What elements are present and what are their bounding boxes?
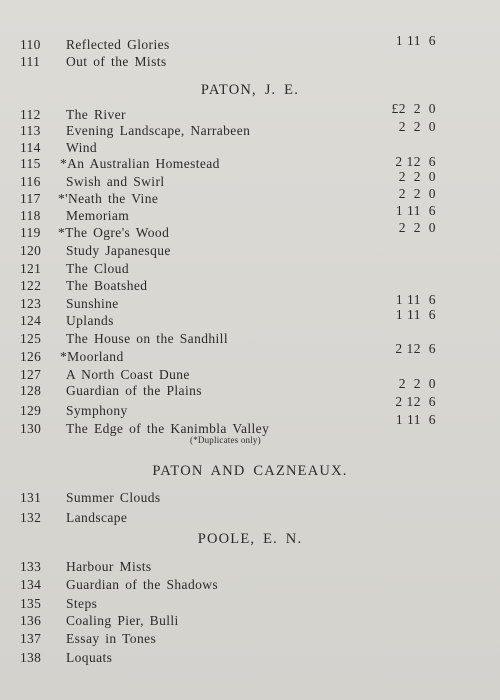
catalogue-entry [0,576,500,594]
entry-title: Harbour Mists [66,559,152,574]
catalogue-entry [0,509,500,527]
entry-number: 132 [20,510,42,525]
entry-price: 2 12 6 [395,154,436,169]
entry-price: 1 11 6 [395,292,436,307]
entry-number: 131 [20,490,42,505]
entry-number: 121 [20,261,42,276]
entry-number: 134 [20,577,42,592]
entry-number: 123 [20,296,42,311]
entry-price: £2 2 0 [391,101,436,116]
entry-title: Steps [66,596,98,611]
entry-number: 120 [20,243,42,258]
catalogue-entry [0,220,500,242]
entry-number: 118 [20,208,41,223]
entry-title: Memoriam [66,208,130,223]
entry-number: 115 [20,156,41,171]
entry-title: Loquats [66,650,113,665]
entry-number: 125 [20,331,42,346]
entry-title: Wind [66,140,98,155]
catalogue-entry [0,558,500,576]
entry-title: Out of the Mists [66,54,167,69]
entry-price: 2 2 0 [398,220,436,235]
entry-number: 135 [20,596,42,611]
entry-title: Essay in Tones [66,631,157,646]
entry-title: Swish and Swirl [66,174,165,189]
entry-number: 124 [20,313,42,328]
catalogue-entry [0,53,500,71]
entry-number: 127 [20,367,42,382]
entry-title: *Moorland [60,349,124,364]
section-heading-paton-cazneaux: PATON AND CAZNEAUX. [152,463,348,479]
entry-number: 130 [20,421,42,436]
catalogue-entry [0,595,500,613]
entry-title: The Cloud [66,261,129,276]
entry-number: 126 [20,349,42,364]
entry-title: The River [66,107,126,122]
entry-price: 1 11 6 [395,33,436,48]
entry-number: 117 [20,191,41,206]
entry-number: 110 [20,37,41,52]
entry-number: 111 [20,54,41,69]
catalogue-entry [0,630,500,648]
catalogue-entry [0,612,500,630]
entry-title: Study Japanesque [66,243,171,258]
catalogue-entry [0,119,500,140]
entry-title: The Boatshed [66,278,148,293]
catalogue-entry [0,489,500,507]
entry-number: 116 [20,174,41,189]
entry-title: Sunshine [66,296,119,311]
entry-number: 133 [20,559,42,574]
entry-title: Evening Landscape, Narrabeen [66,123,251,138]
entry-title: The Edge of the Kanimbla Valley [66,421,270,436]
section-heading-paton: PATON, J. E. [200,82,300,98]
entry-number: 129 [20,403,42,418]
duplicates-note: (*Duplicates only) [190,435,261,445]
entry-title: A North Coast Dune [66,367,190,382]
entry-title: Guardian of the Shadows [66,577,219,592]
entry-number: 122 [20,278,42,293]
entry-number: 113 [20,123,41,138]
entry-title: Reflected Glories [66,37,170,52]
entry-price: 1 11 6 [395,412,436,427]
entry-price: 2 2 0 [398,169,436,184]
entry-title: *An Australian Homestead [60,156,220,171]
entry-title: Symphony [66,403,128,418]
catalogue-entry [0,307,500,330]
catalogue-entry [0,242,500,260]
catalogue-entry [0,341,500,366]
entry-title: *The Ogre's Wood [58,225,170,240]
entry-number: 114 [20,140,41,155]
section-heading-poole: POOLE, E. N. [197,531,303,547]
entry-title: The House on the Sandhill [66,331,228,346]
entry-number: 119 [20,225,41,240]
entry-number: 137 [20,631,42,646]
entry-number: 138 [20,650,42,665]
entry-title: Summer Clouds [66,490,161,505]
entry-price: 1 11 6 [395,203,436,218]
entry-price: 2 2 0 [398,186,436,201]
entry-title: Landscape [66,510,128,525]
entry-title: Guardian of the Plains [66,383,202,398]
entry-price: 2 2 0 [398,119,436,134]
entry-price: 2 12 6 [395,394,436,409]
entry-price: 2 2 0 [398,376,436,391]
entry-number: 112 [20,107,41,122]
entry-number: 128 [20,383,42,398]
catalogue-entry [0,649,500,667]
entry-title: Uplands [66,313,114,328]
catalogue-entry [0,260,500,278]
entry-title: *'Neath the Vine [58,191,159,206]
entry-price: 1 11 6 [395,307,436,322]
catalogue-entry [0,33,500,54]
entry-title: Coaling Pier, Bulli [66,613,179,628]
entry-number: 136 [20,613,42,628]
entry-price: 2 12 6 [395,341,436,356]
